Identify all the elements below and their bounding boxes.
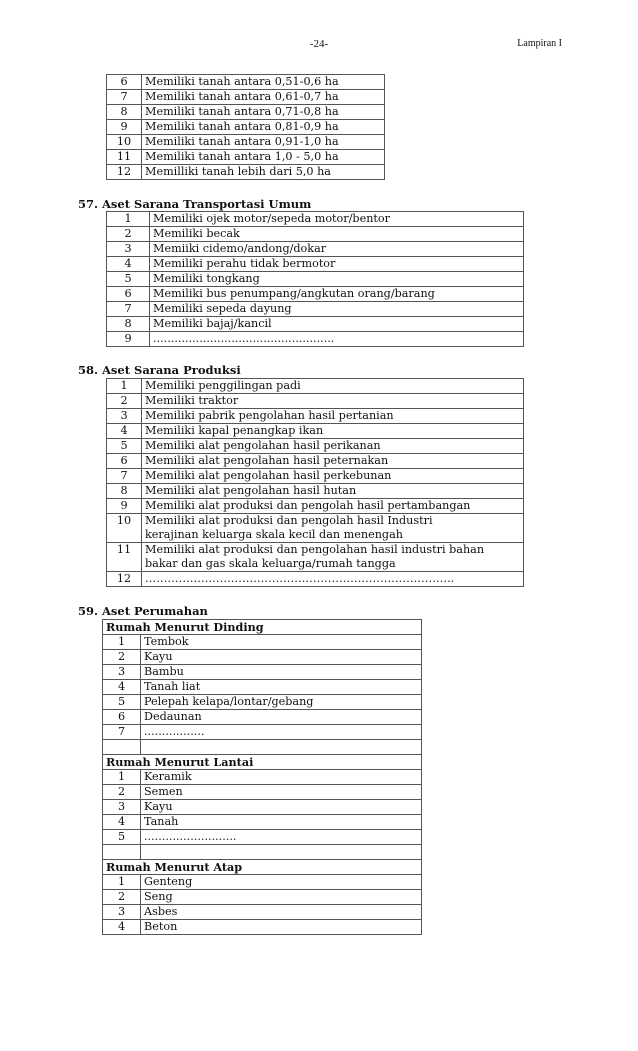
row-text	[150, 287, 524, 302]
row-number: 1	[103, 635, 141, 650]
row-text	[141, 905, 422, 920]
row-text	[142, 439, 524, 454]
row-text-line: Bambu	[144, 665, 184, 678]
table-row	[103, 650, 422, 665]
row-number: 12	[107, 165, 142, 180]
group-heading: Rumah Menurut Dinding	[103, 620, 422, 635]
row-text-line: Memiliki alat pengolahan hasil hutan	[145, 484, 357, 497]
row-text	[141, 800, 422, 815]
row-text-line: Memiliki kapal penangkap ikan	[145, 424, 324, 437]
row-text-line: Beton	[144, 920, 178, 933]
row-text	[150, 302, 524, 317]
row-number: 10	[107, 514, 142, 543]
row-text-line: kerajinan keluarga skala kecil dan menengah	[145, 528, 403, 541]
row-number: 12	[107, 572, 142, 587]
row-number: 7	[103, 725, 141, 740]
table-row	[103, 830, 422, 845]
table-row	[107, 572, 524, 587]
row-text	[142, 499, 524, 514]
row-number: 2	[107, 394, 142, 409]
row-number: 7	[107, 469, 142, 484]
row-text	[142, 165, 385, 180]
table-row	[107, 469, 524, 484]
row-number: 7	[107, 302, 150, 317]
row-text-line: Memiliki alat pengolahan hasil perkebunan	[145, 469, 392, 482]
row-text	[142, 484, 524, 499]
table-row	[103, 905, 422, 920]
table-row	[103, 875, 422, 890]
row-text	[141, 710, 422, 725]
row-text	[142, 75, 385, 90]
row-text-line: Memiliki bus penumpang/angkutan orang/barang	[153, 287, 435, 300]
row-text-line: Memiliki ojek motor/sepeda motor/bentor	[153, 212, 390, 225]
row-number: 6	[107, 454, 142, 469]
row-text	[142, 105, 385, 120]
row-text	[142, 572, 524, 587]
table-row	[107, 287, 524, 302]
table-row	[103, 920, 422, 935]
row-text	[142, 150, 385, 165]
row-text	[150, 272, 524, 287]
row-number: 8	[107, 484, 142, 499]
row-number: 4	[103, 815, 141, 830]
group-heading: Rumah Menurut Lantai	[103, 755, 422, 770]
row-text	[142, 409, 524, 424]
row-text-line: Dedaunan	[144, 710, 202, 723]
row-text	[141, 785, 422, 800]
row-number: 1	[103, 875, 141, 890]
row-text-line: Seng	[144, 890, 173, 903]
table-row	[107, 332, 524, 347]
table-row	[107, 120, 385, 135]
row-number: 5	[107, 439, 142, 454]
row-text	[142, 135, 385, 150]
production-assets-table	[106, 378, 524, 587]
table-row	[107, 543, 524, 572]
table-row	[107, 105, 385, 120]
row-number: 3	[103, 665, 141, 680]
row-text	[150, 257, 524, 272]
row-text-line: bakar dan gas skala keluarga/rumah tangga	[145, 557, 396, 570]
table-row	[107, 484, 524, 499]
table-row	[107, 165, 385, 180]
row-text	[142, 379, 524, 394]
row-text-line: Memiiki cidemo/andong/dokar	[153, 242, 327, 255]
section-59-title: 59. Aset Perumahan	[78, 604, 208, 618]
blank-row	[103, 845, 422, 860]
row-text-line: Memiliki alat pengolahan hasil peternakan	[145, 454, 389, 467]
row-number: 4	[107, 424, 142, 439]
table-row	[107, 499, 524, 514]
row-text	[141, 695, 422, 710]
page-number: -24-	[309, 38, 329, 50]
row-text-line: Memiliki tongkang	[153, 272, 260, 285]
row-text-line: Pelepah kelapa/lontar/gebang	[144, 695, 314, 708]
row-text	[141, 650, 422, 665]
row-number: 3	[103, 905, 141, 920]
row-number: 4	[107, 257, 150, 272]
table-row	[103, 710, 422, 725]
row-number: 3	[107, 242, 150, 257]
table-row	[103, 785, 422, 800]
row-text-line: Kayu	[144, 800, 173, 813]
row-text-line: Memiliki tanah antara 0,91-1,0 ha	[145, 135, 339, 148]
row-number: 11	[107, 150, 142, 165]
row-text-line: Memiliki tanah antara 0,51-0,6 ha	[145, 75, 339, 88]
row-number: 6	[107, 287, 150, 302]
row-number: 1	[103, 770, 141, 785]
table-row	[103, 665, 422, 680]
row-text	[142, 394, 524, 409]
row-text-line: Memiliki pabrik pengolahan hasil pertanian	[145, 409, 394, 422]
row-text	[141, 725, 422, 740]
row-number: 1	[107, 379, 142, 394]
row-text	[141, 920, 422, 935]
row-text	[141, 680, 422, 695]
row-text-line: ..........................	[144, 830, 237, 843]
group-heading-row	[103, 755, 422, 770]
row-number: 3	[103, 800, 141, 815]
section-58-title: 58. Aset Sarana Produksi	[78, 363, 241, 377]
row-number: 4	[103, 680, 141, 695]
row-text-line: Genteng	[144, 875, 193, 888]
row-text-line: Memiliki tanah antara 0,61-0,7 ha	[145, 90, 339, 103]
table-row	[107, 302, 524, 317]
row-text	[150, 242, 524, 257]
blank-row	[103, 740, 422, 755]
table-row	[107, 409, 524, 424]
table-row	[103, 695, 422, 710]
row-text-line: Memiliki sepeda dayung	[153, 302, 292, 315]
row-number: 2	[103, 650, 141, 665]
table-row	[107, 439, 524, 454]
table-row	[107, 379, 524, 394]
row-number: 9	[107, 499, 142, 514]
row-number: 7	[107, 90, 142, 105]
row-text	[142, 120, 385, 135]
table-row	[103, 725, 422, 740]
row-text	[150, 227, 524, 242]
row-number: 11	[107, 543, 142, 572]
row-text-line: Memiliki perahu tidak bermotor	[153, 257, 336, 270]
table-row	[103, 770, 422, 785]
table-row	[107, 272, 524, 287]
table-row	[107, 227, 524, 242]
row-text	[150, 332, 524, 347]
row-number: 2	[103, 785, 141, 800]
row-text-line: Memiliki alat produksi dan pengolahan hasil industri bahan	[145, 543, 485, 556]
row-text	[141, 815, 422, 830]
table-row	[103, 815, 422, 830]
row-text	[142, 543, 524, 572]
row-text	[142, 469, 524, 484]
row-text-line: Asbes	[144, 905, 178, 918]
table-row	[107, 90, 385, 105]
row-text-line: Memiliki alat produksi dan pengolah hasil pertambangan	[145, 499, 471, 512]
row-number: 5	[103, 830, 141, 845]
group-heading-row	[103, 860, 422, 875]
row-text	[150, 317, 524, 332]
row-text-line: Semen	[144, 785, 183, 798]
table-row	[107, 317, 524, 332]
table-row	[103, 680, 422, 695]
row-text-line: Memiliki penggilingan padi	[145, 379, 301, 392]
table-row	[107, 75, 385, 90]
row-text-line: Memiliki alat pengolahan hasil perikanan	[145, 439, 381, 452]
row-text-line: Memiliki traktor	[145, 394, 239, 407]
land-ownership-table	[106, 74, 385, 180]
row-text	[150, 212, 524, 227]
table-row	[107, 150, 385, 165]
row-text	[142, 454, 524, 469]
row-text	[141, 875, 422, 890]
row-number: 9	[107, 332, 150, 347]
table-row	[103, 800, 422, 815]
row-number: 2	[103, 890, 141, 905]
row-text-line: Kayu	[144, 650, 173, 663]
table-row	[103, 890, 422, 905]
row-text-line: Tanah	[144, 815, 179, 828]
row-number: 9	[107, 120, 142, 135]
table-row	[107, 454, 524, 469]
row-text	[142, 90, 385, 105]
row-number: 5	[103, 695, 141, 710]
row-number: 10	[107, 135, 142, 150]
row-number: 1	[107, 212, 150, 227]
row-text-line: Memilliki tanah lebih dari 5,0 ha	[145, 165, 331, 178]
group-heading-row	[103, 620, 422, 635]
row-text	[141, 635, 422, 650]
group-heading: Rumah Menurut Atap	[103, 860, 422, 875]
section-57-title: 57. Aset Sarana Transportasi Umum	[78, 197, 312, 211]
row-text-line: Memiliki tanah antara 0,81-0,9 ha	[145, 120, 339, 133]
row-number: 4	[103, 920, 141, 935]
row-number: 8	[107, 317, 150, 332]
row-text-line: Memiliki bajaj/kancil	[153, 317, 272, 330]
housing-assets-table	[102, 619, 422, 935]
row-text	[141, 770, 422, 785]
row-text	[142, 424, 524, 439]
row-text-line: Keramik	[144, 770, 192, 783]
row-text-line: Memiliki alat produksi dan pengolah hasil Industri	[145, 514, 433, 527]
row-text	[141, 665, 422, 680]
table-row	[107, 394, 524, 409]
row-text-line: Memiliki becak	[153, 227, 240, 240]
transport-assets-table	[106, 211, 524, 347]
row-number: 6	[107, 75, 142, 90]
row-text-line: .................	[144, 725, 205, 738]
row-text-line: Tembok	[144, 635, 189, 648]
row-number: 8	[107, 105, 142, 120]
row-number: 6	[103, 710, 141, 725]
table-row	[107, 135, 385, 150]
row-number: 3	[107, 409, 142, 424]
row-text	[141, 890, 422, 905]
row-text-line: Memiliki tanah antara 0,71-0,8 ha	[145, 105, 339, 118]
row-text-line: ………………………………………………………………………..	[145, 572, 455, 585]
table-row	[103, 635, 422, 650]
row-number: 5	[107, 272, 150, 287]
table-row	[107, 424, 524, 439]
row-text	[141, 830, 422, 845]
row-text-line: Memiliki tanah antara 1,0 - 5,0 ha	[145, 150, 339, 163]
appendix-label: Lampiran I	[517, 38, 562, 49]
row-text	[142, 514, 524, 543]
table-row	[107, 212, 524, 227]
row-text-line: Tanah liat	[144, 680, 201, 693]
table-row	[107, 514, 524, 543]
table-row	[107, 242, 524, 257]
table-row	[107, 257, 524, 272]
row-number: 2	[107, 227, 150, 242]
row-text-line: ...................................................	[153, 332, 335, 345]
